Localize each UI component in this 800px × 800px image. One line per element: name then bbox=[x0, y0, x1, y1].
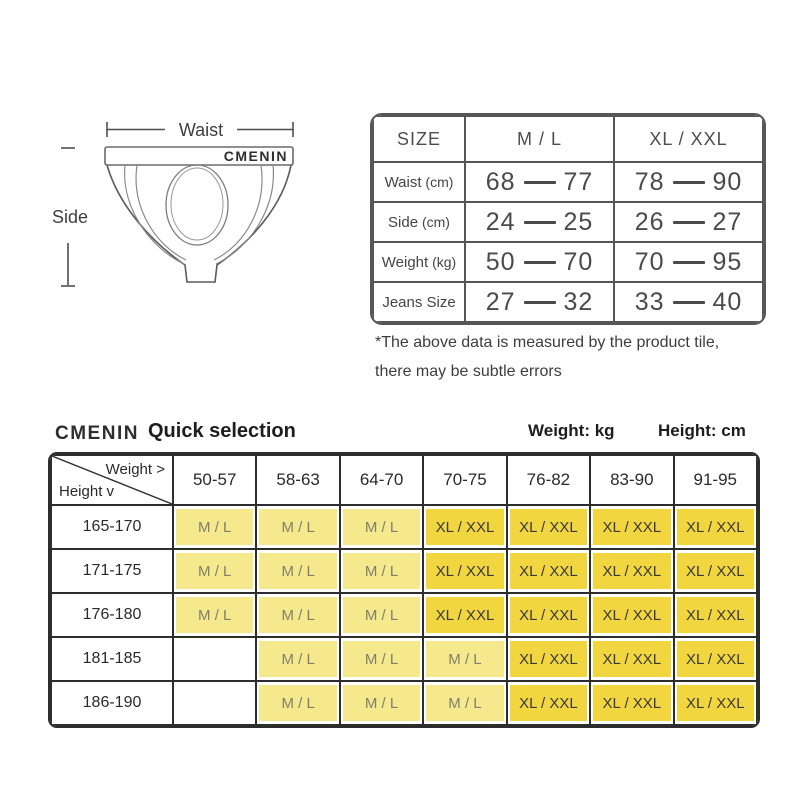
quick-cell bbox=[423, 637, 506, 681]
size-row-label-text: Weight bbox=[381, 253, 429, 271]
quick-cell bbox=[173, 505, 256, 549]
quick-cell bbox=[674, 637, 757, 681]
quick-cell bbox=[173, 637, 256, 681]
size-recommendation: XL / XXL bbox=[677, 685, 754, 721]
size-recommendation: M / L bbox=[259, 641, 336, 677]
range-dash bbox=[524, 261, 556, 264]
size-range bbox=[616, 288, 761, 317]
size-row-unit: (cm) bbox=[421, 173, 454, 190]
size-range bbox=[467, 248, 612, 277]
size-value-xl bbox=[614, 162, 763, 202]
size-recommendation: XL / XXL bbox=[426, 597, 503, 633]
size-recommendation: XL / XXL bbox=[593, 685, 670, 721]
size-recommendation: M / L bbox=[343, 685, 420, 721]
height-row-label: 186-190 bbox=[51, 681, 173, 725]
size-range bbox=[467, 288, 612, 317]
range-dash bbox=[524, 301, 556, 304]
size-table-row bbox=[373, 202, 763, 242]
size-value-ml bbox=[465, 282, 614, 322]
corner-cell bbox=[51, 455, 173, 505]
quick-table-row bbox=[51, 593, 757, 637]
quick-cell bbox=[340, 637, 423, 681]
range-from: 78 bbox=[634, 167, 665, 196]
size-table-row bbox=[373, 282, 763, 322]
size-table-header-size: SIZE bbox=[373, 116, 465, 162]
height-row-label: 171-175 bbox=[51, 549, 173, 593]
quick-table-row bbox=[51, 637, 757, 681]
quick-table-row bbox=[51, 681, 757, 725]
size-recommendation: M / L bbox=[343, 641, 420, 677]
quick-cell bbox=[256, 505, 339, 549]
range-dash bbox=[673, 221, 705, 224]
quick-cell bbox=[507, 637, 590, 681]
size-recommendation: M / L bbox=[426, 685, 503, 721]
size-row-label bbox=[373, 162, 465, 202]
pouch-panel bbox=[166, 165, 228, 245]
quick-cell bbox=[256, 681, 339, 725]
size-recommendation: M / L bbox=[426, 641, 503, 677]
range-dash bbox=[524, 221, 556, 224]
size-table-header-xl: XL / XXL bbox=[614, 116, 763, 162]
size-recommendation: M / L bbox=[259, 597, 336, 633]
size-recommendation: XL / XXL bbox=[510, 509, 587, 545]
quick-cell bbox=[423, 681, 506, 725]
size-table-footnote bbox=[375, 328, 775, 386]
size-recommendation: XL / XXL bbox=[677, 509, 754, 545]
size-value-ml bbox=[465, 162, 614, 202]
range-to: 70 bbox=[563, 247, 594, 276]
corner-height-label: Height v bbox=[59, 483, 115, 500]
range-from: 33 bbox=[634, 287, 665, 316]
footnote-line-2: there may be subtle errors bbox=[375, 363, 562, 380]
range-to: 40 bbox=[712, 287, 743, 316]
quick-cell bbox=[256, 593, 339, 637]
size-row-label-text: Waist bbox=[384, 173, 422, 191]
size-table-header-ml: M / L bbox=[465, 116, 614, 162]
quick-cell bbox=[173, 681, 256, 725]
size-recommendation: XL / XXL bbox=[677, 553, 754, 589]
footnote-line-1: *The above data is measured by the product tile, bbox=[375, 334, 720, 351]
quick-cell bbox=[507, 505, 590, 549]
range-from: 70 bbox=[634, 247, 665, 276]
size-recommendation bbox=[176, 641, 253, 677]
quick-cell bbox=[423, 549, 506, 593]
quick-cell bbox=[507, 681, 590, 725]
weight-column-header: 91-95 bbox=[674, 455, 757, 505]
size-table bbox=[370, 113, 766, 325]
quick-cell bbox=[507, 549, 590, 593]
weight-column-header: 76-82 bbox=[507, 455, 590, 505]
quick-cell bbox=[423, 593, 506, 637]
size-table-header-row bbox=[373, 116, 763, 162]
size-recommendation: XL / XXL bbox=[510, 685, 587, 721]
height-unit-label: Height: cm bbox=[658, 421, 746, 440]
size-value-xl bbox=[614, 202, 763, 242]
range-dash bbox=[673, 181, 705, 184]
size-row-label bbox=[373, 282, 465, 322]
quick-table-row bbox=[51, 549, 757, 593]
size-recommendation: M / L bbox=[259, 509, 336, 545]
range-dash bbox=[673, 301, 705, 304]
size-row-unit: (cm) bbox=[418, 213, 450, 230]
size-range bbox=[616, 208, 761, 237]
size-row-label-text: Jeans Size bbox=[382, 293, 456, 311]
range-from: 50 bbox=[485, 247, 516, 276]
briefs-outline bbox=[107, 165, 291, 282]
range-to: 27 bbox=[712, 207, 743, 236]
size-recommendation: M / L bbox=[176, 597, 253, 633]
quick-cell bbox=[590, 505, 673, 549]
size-value-xl bbox=[614, 282, 763, 322]
size-row-label-text: Side bbox=[388, 213, 419, 231]
size-recommendation: M / L bbox=[176, 553, 253, 589]
size-recommendation: M / L bbox=[259, 553, 336, 589]
size-value-xl bbox=[614, 242, 763, 282]
quick-cell bbox=[590, 681, 673, 725]
size-recommendation: XL / XXL bbox=[510, 553, 587, 589]
quick-cell bbox=[590, 549, 673, 593]
size-recommendation: M / L bbox=[343, 597, 420, 633]
quick-cell bbox=[340, 681, 423, 725]
size-recommendation: XL / XXL bbox=[593, 641, 670, 677]
size-recommendation: XL / XXL bbox=[426, 509, 503, 545]
size-recommendation: M / L bbox=[176, 509, 253, 545]
weight-column-header: 64-70 bbox=[340, 455, 423, 505]
range-from: 24 bbox=[485, 207, 516, 236]
quick-cell bbox=[340, 505, 423, 549]
waistband-brand-logo: CMENIN bbox=[223, 148, 288, 164]
quick-cell bbox=[256, 637, 339, 681]
size-range bbox=[467, 168, 612, 197]
range-to: 90 bbox=[712, 167, 743, 196]
weight-column-header: 58-63 bbox=[256, 455, 339, 505]
brand-logo: CMENIN bbox=[55, 423, 139, 444]
size-recommendation: XL / XXL bbox=[426, 553, 503, 589]
size-recommendation: XL / XXL bbox=[510, 597, 587, 633]
size-range bbox=[616, 168, 761, 197]
size-recommendation: XL / XXL bbox=[677, 641, 754, 677]
size-recommendation: XL / XXL bbox=[677, 597, 754, 633]
range-dash bbox=[524, 181, 556, 184]
size-recommendation: XL / XXL bbox=[593, 597, 670, 633]
quick-selection-title: Quick selection bbox=[148, 420, 296, 442]
quick-cell bbox=[507, 593, 590, 637]
range-to: 77 bbox=[563, 167, 594, 196]
waist-label: Waist bbox=[178, 120, 224, 140]
quick-selection-table bbox=[48, 452, 760, 728]
size-table-row bbox=[373, 162, 763, 202]
quick-cell bbox=[590, 637, 673, 681]
height-row-label: 176-180 bbox=[51, 593, 173, 637]
quick-cell bbox=[674, 681, 757, 725]
quick-cell bbox=[340, 549, 423, 593]
quick-cell bbox=[674, 593, 757, 637]
size-range bbox=[467, 208, 612, 237]
size-value-ml bbox=[465, 202, 614, 242]
size-table-row bbox=[373, 242, 763, 282]
weight-column-header: 83-90 bbox=[590, 455, 673, 505]
quick-cell bbox=[423, 505, 506, 549]
weight-column-header: 70-75 bbox=[423, 455, 506, 505]
range-to: 25 bbox=[563, 207, 594, 236]
height-row-label: 165-170 bbox=[51, 505, 173, 549]
range-dash bbox=[673, 261, 705, 264]
quick-cell bbox=[590, 593, 673, 637]
size-recommendation: XL / XXL bbox=[593, 553, 670, 589]
size-row-label bbox=[373, 242, 465, 282]
quick-table-row bbox=[51, 505, 757, 549]
height-row-label: 181-185 bbox=[51, 637, 173, 681]
quick-cell bbox=[173, 549, 256, 593]
corner-weight-label: Weight > bbox=[105, 461, 165, 478]
range-from: 27 bbox=[485, 287, 516, 316]
range-to: 32 bbox=[563, 287, 594, 316]
quick-cell bbox=[674, 549, 757, 593]
quick-cell bbox=[256, 549, 339, 593]
leg-hem-curves bbox=[125, 165, 274, 264]
size-recommendation: M / L bbox=[259, 685, 336, 721]
weight-unit-label: Weight: kg bbox=[528, 421, 615, 440]
size-recommendation: XL / XXL bbox=[510, 641, 587, 677]
quick-cell bbox=[173, 593, 256, 637]
size-recommendation: M / L bbox=[343, 509, 420, 545]
quick-cell bbox=[340, 593, 423, 637]
briefs-measurement-diagram bbox=[25, 95, 355, 310]
size-row-unit: (kg) bbox=[428, 253, 457, 270]
size-recommendation: XL / XXL bbox=[593, 509, 670, 545]
size-recommendation bbox=[176, 685, 253, 721]
range-from: 26 bbox=[634, 207, 665, 236]
size-range bbox=[616, 248, 761, 277]
size-value-ml bbox=[465, 242, 614, 282]
quick-table-header-row bbox=[51, 455, 757, 505]
range-to: 95 bbox=[712, 247, 743, 276]
side-label: Side bbox=[51, 207, 89, 227]
size-recommendation: M / L bbox=[343, 553, 420, 589]
quick-cell bbox=[674, 505, 757, 549]
size-row-label bbox=[373, 202, 465, 242]
weight-column-header: 50-57 bbox=[173, 455, 256, 505]
range-from: 68 bbox=[485, 167, 516, 196]
